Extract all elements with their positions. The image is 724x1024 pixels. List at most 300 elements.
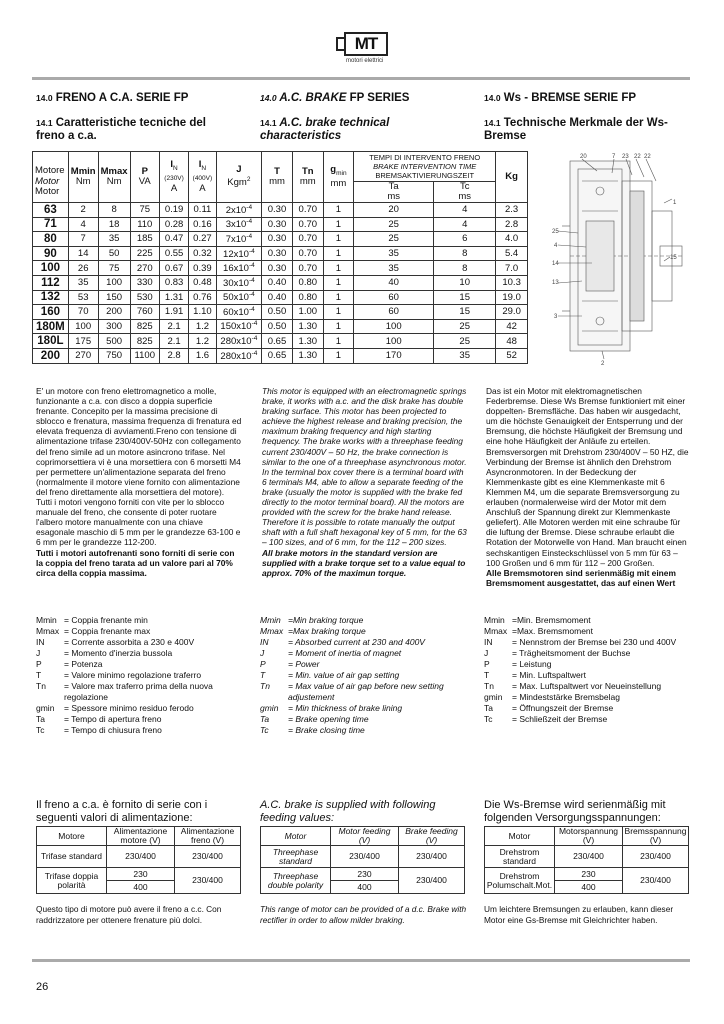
cell-j: $60x10^{-4}$ xyxy=(216,305,261,320)
cell-t: 0.30 xyxy=(262,261,293,276)
logo-mark: MT xyxy=(344,32,388,56)
legend-value: = Schließzeit der Bremse xyxy=(512,714,608,724)
legend-key: J xyxy=(36,648,41,658)
cell-g: 1 xyxy=(323,246,353,261)
cell-p: 75 xyxy=(130,203,159,218)
cell-j: $12x10^{-4}$ xyxy=(216,246,261,261)
logo-subtitle: motori elettrici xyxy=(346,58,384,64)
cell-tn: 1.30 xyxy=(292,348,323,363)
cell-mmax: 18 xyxy=(98,217,130,232)
legend-row xyxy=(484,615,690,626)
svg-text:4: 4 xyxy=(554,243,558,249)
cell-i230: 2.8 xyxy=(159,348,188,363)
cell-mmin: 4 xyxy=(68,217,98,232)
table-row xyxy=(33,275,528,290)
cell-tn: 1.00 xyxy=(292,305,323,320)
table-row xyxy=(33,334,528,349)
supply-table-en: Motor Motor feeding (V) Brake feeding (V) Threephase standard 230/400 230/400 Threephase double polarity 230 230/400 400 xyxy=(260,826,465,894)
cell-t: 0.40 xyxy=(262,290,293,305)
cell-i230: 0.67 xyxy=(159,261,188,276)
cell-mmin: 270 xyxy=(68,348,98,363)
legend-key: T xyxy=(260,670,266,680)
cell-g: 1 xyxy=(323,305,353,320)
cell-tn: 1.30 xyxy=(292,319,323,334)
header-tn: Tn mm xyxy=(292,152,323,203)
cell-mmin: 35 xyxy=(68,275,98,290)
svg-text:14: 14 xyxy=(552,261,559,267)
legend-key: Tn xyxy=(484,681,494,691)
legend-value: = Coppia frenante max xyxy=(64,626,151,636)
cell-tc: 15 xyxy=(434,290,496,305)
legend-key: T xyxy=(484,670,490,680)
cell-i230: 0.47 xyxy=(159,232,188,247)
cell-tc: 10 xyxy=(434,275,496,290)
supply-note-it: Questo tipo di motore può avere il freno a c.c. Con raddrizzatore per ottenere frenature più dolci. xyxy=(36,904,222,925)
cell-mmin: 26 xyxy=(68,261,98,276)
legend-key: Tn xyxy=(260,681,270,691)
cell-g: 1 xyxy=(323,348,353,363)
legend-key: IN xyxy=(36,637,45,647)
brake-section-drawing xyxy=(552,151,690,367)
cell-j: $150x10^{-4}$ xyxy=(216,319,261,334)
header-current-400: $I_N$ (400V) A xyxy=(189,152,217,203)
cell-mmax: 100 xyxy=(98,275,130,290)
cell-t: 0.50 xyxy=(262,305,293,320)
cell-i400: 0.16 xyxy=(189,217,217,232)
cell-p: 110 xyxy=(130,217,159,232)
cell-g: 1 xyxy=(323,334,353,349)
cell-i400: 0.48 xyxy=(189,275,217,290)
header-tc: Tc ms xyxy=(434,182,496,203)
cell-j: $30x10^{-4}$ xyxy=(216,275,261,290)
header-mmin: Mmin Nm xyxy=(68,152,98,203)
cell-g: 1 xyxy=(323,290,353,305)
header-inertia: J Kgm$^2$ xyxy=(216,152,261,203)
cell-g: 1 xyxy=(323,275,353,290)
svg-text:20: 20 xyxy=(580,154,587,160)
svg-text:7: 7 xyxy=(612,154,616,160)
legend-value: = Coppia frenante min xyxy=(64,615,148,625)
legend-de xyxy=(484,615,690,725)
section-title-de: 14.0 Ws - BREMSE SERIE FP xyxy=(484,92,637,104)
legend-value: = Min thickness of brake lining xyxy=(288,703,403,713)
cell-tn: 1.30 xyxy=(292,334,323,349)
cell-p: 825 xyxy=(130,319,159,334)
cell-kg: 10.3 xyxy=(496,275,528,290)
legend-row xyxy=(260,659,460,670)
cell-tn: 0.70 xyxy=(292,246,323,261)
cell-motor: 180M xyxy=(33,319,69,334)
legend-key: gmin xyxy=(36,703,55,713)
legend-row xyxy=(36,714,236,725)
cell-motor: 100 xyxy=(33,261,69,276)
cell-g: 1 xyxy=(323,319,353,334)
legend-key: Mmin xyxy=(484,615,505,625)
legend-row xyxy=(484,681,690,692)
cell-i400: 0.76 xyxy=(189,290,217,305)
cell-mmin: 2 xyxy=(68,203,98,218)
cell-i400: 1.2 xyxy=(189,334,217,349)
cell-i400: 1.2 xyxy=(189,319,217,334)
header-mmax: Mmax Nm xyxy=(98,152,130,203)
legend-row xyxy=(260,703,460,714)
legend-value: = Tempo di apertura freno xyxy=(64,714,162,724)
legend-value: = Öffnungszeit der Bremse xyxy=(512,703,614,713)
cell-mmin: 70 xyxy=(68,305,98,320)
table-body xyxy=(33,203,528,364)
section-title-it: 14.0 FRENO A C.A. SERIE FP xyxy=(36,92,189,104)
legend-row xyxy=(36,659,236,670)
table-row xyxy=(33,305,528,320)
header-gmin: $g_{min}$ mm xyxy=(323,152,353,203)
header-ta: Ta ms xyxy=(354,182,434,203)
legend-row xyxy=(484,692,690,703)
cell-tn: 0.70 xyxy=(292,203,323,218)
cell-motor: 80 xyxy=(33,232,69,247)
legend-key: J xyxy=(484,648,489,658)
cell-j: $280x10^{-4}$ xyxy=(216,334,261,349)
legend-row xyxy=(260,670,460,681)
cell-kg: 52 xyxy=(496,348,528,363)
description-it: E' un motore con freno elettromagnetico a molle, funzionante a c.a. con disco a doppia superficie frenante. Concepito per la massima precisione di sblocco e frenatura, massima frequenza di frenatura ed elevata frequenza di avviamenti.Freno con tensione di alimentazione trifase 230/400V-50Hz con collegamento del freno simile ad un motore asincrono trifase. Nel coprimorsettiera vi è una morsettiera con 6 morsetti M4 per permettere un'alimentazione separata del freno (normalmente il motore viene fornito con alimentazione del freno direttamente alla morsettiera del motore). Tutti i motori vengono forniti con vite per lo sblocco manuale del freno, che consente di poter ruotare l'albero motore manualmente con una chiave esagonale maschio di 5 mm per le grandezze 63-100 e 6 mm per le grandezze 112-200. Tutti i motori autofrenanti sono forniti di serie con la coppia del freno tarata ad un valore pari al 70% circa della coppia massima. xyxy=(36,386,242,578)
cell-g: 1 xyxy=(323,203,353,218)
cell-i230: 1.91 xyxy=(159,305,188,320)
legend-key: gmin xyxy=(260,703,279,713)
legend-key: P xyxy=(484,659,490,669)
supply-note-en: This range of motor can be provided of a d.c. Brake with rectifier in order to allow milder braking. xyxy=(260,904,467,925)
cell-kg: 5.4 xyxy=(496,246,528,261)
cell-i400: 0.11 xyxy=(189,203,217,218)
legend-row xyxy=(36,725,236,736)
cell-ta: 100 xyxy=(354,334,434,349)
cell-mmax: 50 xyxy=(98,246,130,261)
legend-row xyxy=(36,626,236,637)
legend-value: = Valore max traferro prima della nuova regolazione xyxy=(64,681,213,702)
legend-value: = Max. Luftspaltwert vor Neueinstellung xyxy=(512,681,662,691)
cell-mmax: 300 xyxy=(98,319,130,334)
header-power: P VA xyxy=(130,152,159,203)
legend-key: Tc xyxy=(260,725,269,735)
cell-j: $50x10^{-4}$ xyxy=(216,290,261,305)
cell-i400: 1.6 xyxy=(189,348,217,363)
cell-kg: 7.0 xyxy=(496,261,528,276)
legend-key: Mmax xyxy=(36,626,60,636)
brake-technical-table xyxy=(32,151,528,364)
cell-motor: 112 xyxy=(33,275,69,290)
cell-t: 0.65 xyxy=(262,348,293,363)
cell-mmin: 53 xyxy=(68,290,98,305)
cell-i230: 0.19 xyxy=(159,203,188,218)
legend-key: Ta xyxy=(260,714,270,724)
legend-key: Ta xyxy=(36,714,45,724)
cell-p: 330 xyxy=(130,275,159,290)
legend-value: = Min. value of air gap setting xyxy=(288,670,400,680)
cell-motor: 90 xyxy=(33,246,69,261)
cell-j: $280x10^{-4}$ xyxy=(216,348,261,363)
legend-row xyxy=(484,714,690,725)
cell-mmax: 200 xyxy=(98,305,130,320)
table-row xyxy=(33,217,528,232)
legend-row xyxy=(36,637,236,648)
legend-row xyxy=(484,626,690,637)
cell-p: 270 xyxy=(130,261,159,276)
cell-tc: 25 xyxy=(434,334,496,349)
legend-row xyxy=(260,615,460,626)
bottom-rule xyxy=(32,959,690,962)
cell-t: 0.30 xyxy=(262,203,293,218)
legend-row xyxy=(484,648,690,659)
legend-key: Tn xyxy=(36,681,46,691)
cell-tc: 8 xyxy=(434,246,496,261)
cell-ta: 35 xyxy=(354,246,434,261)
page-number: 26 xyxy=(36,981,49,993)
cell-tn: 0.70 xyxy=(292,217,323,232)
cell-ta: 25 xyxy=(354,217,434,232)
cell-tc: 25 xyxy=(434,319,496,334)
legend-value: = Mindeststärke Bremsbelag xyxy=(512,692,620,702)
cell-j: $2x10^{-4}$ xyxy=(216,203,261,218)
cell-kg: 2.8 xyxy=(496,217,528,232)
cell-g: 1 xyxy=(323,232,353,247)
legend-value: = Trägheitsmoment der Buchse xyxy=(512,648,631,658)
cell-tc: 6 xyxy=(434,232,496,247)
cell-i230: 0.28 xyxy=(159,217,188,232)
cell-motor: 180L xyxy=(33,334,69,349)
cell-motor: 132 xyxy=(33,290,69,305)
cell-ta: 35 xyxy=(354,261,434,276)
cell-ta: 60 xyxy=(354,290,434,305)
svg-text:2: 2 xyxy=(601,361,605,367)
supply-title-de: Die Ws-Bremse wird serienmäßig mit folgenden Versorgungsspannungen: xyxy=(484,799,666,824)
svg-text:15: 15 xyxy=(670,255,677,261)
header-weight: Kg xyxy=(496,152,528,203)
supply-table-it: Motore Alimentazione motore (V) Alimentazione freno (V) Trifase standard 230/400 230/400 Trifase doppia polarità 230 230/400 400 xyxy=(36,826,241,894)
cell-i230: 2.1 xyxy=(159,319,188,334)
cell-ta: 25 xyxy=(354,232,434,247)
legend-key: T xyxy=(36,670,42,680)
legend-value: = Potenza xyxy=(64,659,103,669)
legend-value: = Max value of air gap before new setting adjustement xyxy=(288,681,444,702)
legend-row xyxy=(260,725,460,736)
table-row xyxy=(33,261,528,276)
header-t: T mm xyxy=(262,152,293,203)
legend-row xyxy=(484,637,690,648)
cell-t: 0.40 xyxy=(262,275,293,290)
cell-p: 185 xyxy=(130,232,159,247)
legend-value: = Momento d'inerzia bussola xyxy=(64,648,173,658)
supply-note-de: Um leichtere Bremsungen zu erlauben, kann dieser Motor eine Gs-Bremse mit Gleichrichter haben. xyxy=(484,904,674,925)
cell-ta: 20 xyxy=(354,203,434,218)
cell-g: 1 xyxy=(323,217,353,232)
cell-t: 0.30 xyxy=(262,246,293,261)
cell-tn: 0.80 xyxy=(292,290,323,305)
legend-key: P xyxy=(36,659,42,669)
svg-text:13: 13 xyxy=(552,280,559,286)
legend-value: = Moment of inertia of magnet xyxy=(288,648,402,658)
legend-row xyxy=(36,670,236,681)
description-en: This motor is equipped with an electromagnetic springs brake, it works with a.c. and the disk brake has double braking surface. This motor has been projected to achieve the highest release and braking precision, the maximum braking frequency and high starting frequency. The brake works with a threephase feeding current 230/400V – 50 Hz, the brake connection is similar to the one of a threephase asynchronous motor. In the terminal box cover there is a terminal board with 6 terminals M4, able to allow a separate feeding of the brake (usually the motor is supplied with the brake fed directly to the motor terminal board). All the motors are provided with the screw for the brake hand release. Therefore it is possible to rotate manually the output shaft with a full shaft hexagonal key of 5 mm, for the 63 – 100 sizes, and of 6 mm, for the 112 – 200 sizes. All brake motors in the standard version are supplied with a brake torque set to a value equal to approx. 70% of the maximun torque. xyxy=(262,386,467,578)
cell-tc: 8 xyxy=(434,261,496,276)
legend-value: = Corrente assorbita a 230 e 400V xyxy=(64,637,195,647)
cell-mmin: 7 xyxy=(68,232,98,247)
cell-mmax: 8 xyxy=(98,203,130,218)
table-row xyxy=(33,348,528,363)
cell-i230: 2.1 xyxy=(159,334,188,349)
cell-motor: 160 xyxy=(33,305,69,320)
cell-i230: 0.55 xyxy=(159,246,188,261)
cell-motor: 71 xyxy=(33,217,69,232)
svg-text:22: 22 xyxy=(644,154,651,160)
legend-value: = Nennstrom der Bremse bei 230 und 400V xyxy=(512,637,677,647)
legend-value: = Leistung xyxy=(512,659,552,669)
cell-mmax: 35 xyxy=(98,232,130,247)
cell-ta: 60 xyxy=(354,305,434,320)
cell-t: 0.30 xyxy=(262,232,293,247)
cell-mmin: 100 xyxy=(68,319,98,334)
cell-j: $7x10^{-4}$ xyxy=(216,232,261,247)
legend-it xyxy=(36,615,236,736)
table-row xyxy=(33,290,528,305)
legend-value: = Power xyxy=(288,659,320,669)
legend-row xyxy=(36,681,236,703)
svg-text:25: 25 xyxy=(552,229,559,235)
cell-tc: 15 xyxy=(434,305,496,320)
header-motor: Motore Motor Motor xyxy=(33,152,69,203)
cell-i400: 0.27 xyxy=(189,232,217,247)
cell-t: 0.30 xyxy=(262,217,293,232)
cell-tc: 35 xyxy=(434,348,496,363)
legend-row xyxy=(36,703,236,714)
legend-row xyxy=(484,703,690,714)
cell-motor: 63 xyxy=(33,203,69,218)
legend-value: = Brake closing time xyxy=(288,725,365,735)
company-logo xyxy=(336,26,390,68)
header-current-230: $I_N$ (230V) A xyxy=(159,152,188,203)
description-de: Das ist ein Motor mit elektromagnetischen Federbremse. Diese Ws Bremse funktioniert mit einer doppelten- Bremsfläche. Das haben wir ausgedacht, um die höchste Genauigkeit der Entsperrung und der Bremsung, die höchste Häufigkeit der Bremsung und eine hohe Häufigkeit der Anläufe zu erteilen. Bremsversorgen mit Drehstrom 230/400V – 50 HZ, die Verbindung der Bremse ist ähnlich den Drehstrom Asyncronmotoren. In der Bedeckung der Klemmenkaste gibt es eine Klemmenkaste mit 6 Klemmen M4, um die separate Bremsversorgung zu erlauben (normalerweise wird der Motor mit dem Anschluß der Spannung direkt zur Klemmenkaste geliefert). Alle Motoren werden mit eine schraube für die luftung der Bremse. Diese schraube erlaubt die Rotation der Motorwelle von Hand. Man braucht einen sechskantigen Einsteckschlüssel von 5 mm für 63 – 100 Großen und 6 mm für 112 – 200 Großen. Alle Bremsmotoren sind serienmäßig mit einem Bremsmoment ausgestattet, das auf einen Wert xyxy=(486,386,689,588)
cell-g: 1 xyxy=(323,261,353,276)
cell-tc: 4 xyxy=(434,217,496,232)
cell-mmin: 175 xyxy=(68,334,98,349)
legend-key: Tc xyxy=(36,725,45,735)
legend-key: Mmin xyxy=(36,615,57,625)
cell-mmax: 750 xyxy=(98,348,130,363)
cell-j: $16x10^{-4}$ xyxy=(216,261,261,276)
legend-row xyxy=(260,681,460,703)
svg-text:1: 1 xyxy=(673,200,677,206)
cell-tn: 0.70 xyxy=(292,261,323,276)
cell-mmax: 500 xyxy=(98,334,130,349)
legend-key: gmin xyxy=(484,692,503,702)
legend-row xyxy=(260,648,460,659)
legend-row xyxy=(36,615,236,626)
legend-key: Ta xyxy=(484,703,493,713)
cell-p: 225 xyxy=(130,246,159,261)
legend-value: = Valore minimo regolazione traferro xyxy=(64,670,202,680)
section-title-en: 14.0 A.C. BRAKE FP SERIES xyxy=(260,92,410,104)
legend-key: Tc xyxy=(484,714,493,724)
legend-key: IN xyxy=(260,637,269,647)
subsection-title-de: 14.1 Technische Merkmale der Ws-Bremse xyxy=(484,117,668,142)
cell-kg: 42 xyxy=(496,319,528,334)
cell-i230: 0.83 xyxy=(159,275,188,290)
cell-p: 530 xyxy=(130,290,159,305)
legend-value: = Brake opening time xyxy=(288,714,369,724)
legend-row xyxy=(484,670,690,681)
svg-text:3: 3 xyxy=(554,314,558,320)
legend-row xyxy=(484,659,690,670)
svg-text:23: 23 xyxy=(622,154,629,160)
svg-text:22: 22 xyxy=(634,154,641,160)
cell-i400: 0.39 xyxy=(189,261,217,276)
cell-p: 1100 xyxy=(130,348,159,363)
top-rule xyxy=(32,77,690,80)
cell-t: 0.50 xyxy=(262,319,293,334)
legend-en xyxy=(260,615,460,736)
legend-row xyxy=(260,626,460,637)
table-row xyxy=(33,232,528,247)
subsection-title-it: 14.1 Caratteristiche tecniche del freno a c.a. xyxy=(36,117,206,142)
legend-key: Mmax xyxy=(260,626,284,636)
legend-value: =Min. Bremsmoment xyxy=(512,615,591,625)
cell-i400: 0.32 xyxy=(189,246,217,261)
legend-key: IN xyxy=(484,637,493,647)
cell-t: 0.65 xyxy=(262,334,293,349)
cell-i230: 1.31 xyxy=(159,290,188,305)
legend-key: Mmax xyxy=(484,626,508,636)
table-row xyxy=(33,319,528,334)
cell-kg: 2.3 xyxy=(496,203,528,218)
legend-value: = Absorbed current at 230 and 400V xyxy=(288,637,425,647)
cell-p: 825 xyxy=(130,334,159,349)
cell-tn: 0.80 xyxy=(292,275,323,290)
legend-value: = Tempo di chiusura freno xyxy=(64,725,162,735)
cell-kg: 19.0 xyxy=(496,290,528,305)
cell-kg: 48 xyxy=(496,334,528,349)
cell-tn: 0.70 xyxy=(292,232,323,247)
supply-title-it: Il freno a c.a. è fornito di serie con i seguenti valori di alimentazione: xyxy=(36,799,208,824)
legend-row xyxy=(260,714,460,725)
legend-value: = Min. Luftspaltwert xyxy=(512,670,586,680)
cell-j: $3x10^{-4}$ xyxy=(216,217,261,232)
cell-ta: 40 xyxy=(354,275,434,290)
legend-key: J xyxy=(260,648,265,658)
cell-ta: 100 xyxy=(354,319,434,334)
cell-kg: 29.0 xyxy=(496,305,528,320)
supply-table-de: Motor Motorspannung (V) Bremsspannung (V) Drehstrom standard 230/400 230/400 Drehstrom Polumschalt.Mot. 230 230/400 400 xyxy=(484,826,689,894)
legend-value: =Min braking torque xyxy=(288,615,364,625)
cell-ta: 170 xyxy=(354,348,434,363)
legend-value: =Max. Bremsmoment xyxy=(512,626,594,636)
cell-motor: 200 xyxy=(33,348,69,363)
table-row xyxy=(33,203,528,218)
legend-row xyxy=(260,637,460,648)
cell-tc: 4 xyxy=(434,203,496,218)
table-row xyxy=(33,246,528,261)
cell-mmin: 14 xyxy=(68,246,98,261)
header-intervention-time: TEMPI DI INTERVENTO FRENO BRAKE INTERVENTION TIME BREMSAKTIVIERUNGSZEIT xyxy=(354,152,496,182)
legend-row xyxy=(36,648,236,659)
cell-kg: 4.0 xyxy=(496,232,528,247)
subsection-title-en: 14.1 A.C. brake technical characteristics xyxy=(260,117,390,142)
cell-i400: 1.10 xyxy=(189,305,217,320)
cell-mmax: 150 xyxy=(98,290,130,305)
cell-p: 760 xyxy=(130,305,159,320)
cell-mmax: 75 xyxy=(98,261,130,276)
legend-value: = Spessore minimo residuo ferodo xyxy=(64,703,194,713)
legend-value: =Max braking torque xyxy=(288,626,366,636)
legend-key: Mmin xyxy=(260,615,281,625)
supply-title-en: A.C. brake is supplied with following feeding values: xyxy=(260,799,436,824)
